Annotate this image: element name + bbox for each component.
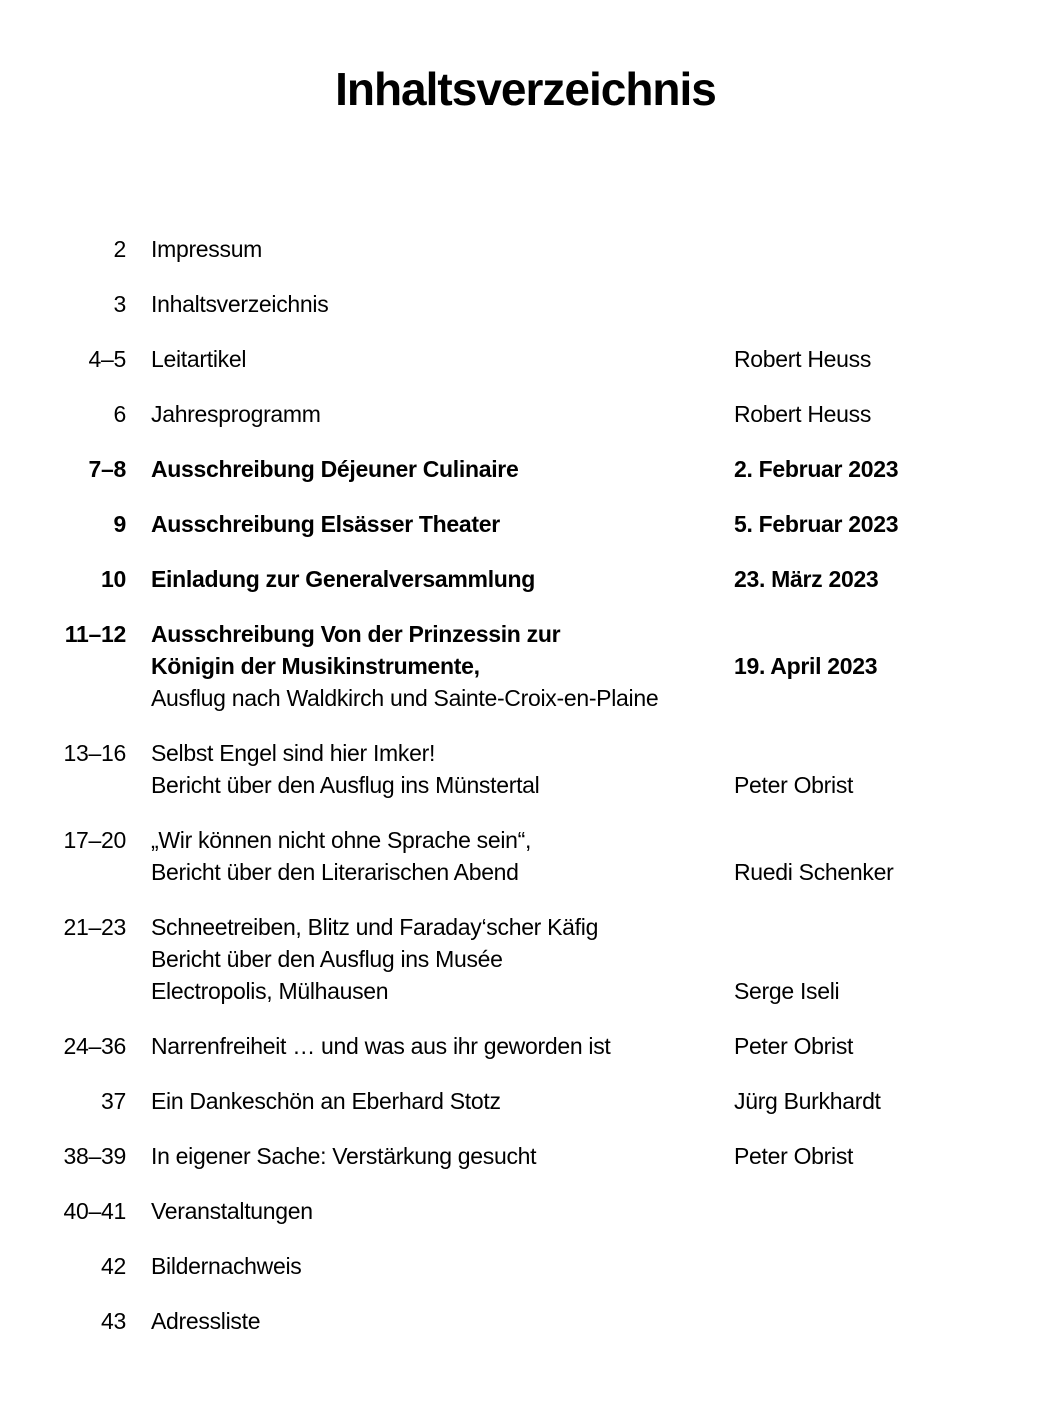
toc-entry-title (151, 398, 709, 430)
toc-page-numbers: 21–23 (63, 914, 126, 940)
toc-row-veranstaltungen (0, 1195, 1051, 1227)
toc-title-line: Ein Dankeschön an Eberhard Stotz (151, 1088, 501, 1114)
toc-title-line: Leitartikel (151, 346, 247, 372)
toc-entry-title (151, 508, 709, 540)
toc-row-bildernachweis (0, 1250, 1051, 1282)
toc-entry-title (151, 618, 709, 714)
toc-entry-author (734, 1250, 1051, 1282)
toc-entry-title (151, 737, 709, 801)
toc-entry-title (151, 563, 709, 595)
toc-entry-title (151, 288, 709, 320)
toc-row-dankeschoen-stotz (0, 1085, 1051, 1117)
toc-entry-title (151, 1305, 709, 1337)
toc-entry-author: Peter Obrist (734, 1143, 854, 1169)
toc-title-line: Bildernachweis (151, 1253, 302, 1279)
toc-title-subline: Ausflug nach Waldkirch und Sainte-Croix-en-Plaine (151, 685, 659, 711)
toc-page-numbers: 4–5 (88, 346, 126, 372)
toc-entry-author: Serge Iseli (734, 978, 840, 1004)
toc-entry-title (151, 453, 709, 485)
toc-row-sprache-sein (0, 824, 1051, 888)
toc-row-adressliste (0, 1305, 1051, 1337)
toc-row-impressum (0, 233, 1051, 265)
toc-entry-author: Ruedi Schenker (734, 859, 894, 885)
toc-title-line: Ausschreibung Elsässer Theater (151, 511, 500, 537)
toc-title-line: Veranstaltungen (151, 1198, 313, 1224)
toc-title-line: Jahresprogramm (151, 401, 321, 427)
page-title: Inhaltsverzeichnis (335, 63, 716, 115)
toc-entry-date: 19. April 2023 (734, 653, 878, 679)
toc-title-line: Selbst Engel sind hier Imker! (151, 740, 436, 766)
toc-row-schneetreiben (0, 911, 1051, 1007)
toc-title-line: Einladung zur Generalversammlung (151, 566, 536, 592)
toc-page-numbers: 6 (113, 401, 126, 427)
toc-row-inhaltsverzeichnis (0, 288, 1051, 320)
toc-page-numbers: 7–8 (88, 456, 126, 482)
toc-title-line: Ausschreibung Von der Prinzessin zur (151, 621, 561, 647)
toc-title-line: Impressum (151, 236, 263, 262)
toc-page-numbers: 2 (113, 236, 126, 262)
toc-row-jahresprogramm (0, 398, 1051, 430)
toc-entry-author (734, 233, 1051, 265)
toc-entry-date: 23. März 2023 (734, 566, 879, 592)
toc-row-elsaesser-theater (0, 508, 1051, 540)
toc-entry-title (151, 343, 709, 375)
toc-entry-title (151, 1195, 709, 1227)
toc-entry-title (151, 1085, 709, 1117)
toc-title-line: Königin der Musikinstrumente, (151, 653, 480, 679)
toc-page-numbers: 13–16 (63, 740, 126, 766)
toc-entry-author (734, 288, 1051, 320)
toc-entry-author: Robert Heuss (734, 401, 872, 427)
toc-title-line: In eigener Sache: Verstärkung gesucht (151, 1143, 537, 1169)
toc-row-dejeuner-culinaire (0, 453, 1051, 485)
toc-entry-title (151, 233, 709, 265)
toc-title-line: Inhaltsverzeichnis (151, 291, 329, 317)
toc-page-numbers: 38–39 (63, 1143, 126, 1169)
toc-title-line: Adressliste (151, 1308, 261, 1334)
toc-entry-author: Peter Obrist (734, 772, 854, 798)
toc-row-leitartikel (0, 343, 1051, 375)
toc-title-line: Narrenfreiheit … und was aus ihr geworden ist (151, 1033, 611, 1059)
toc-page-numbers: 11–12 (64, 621, 126, 647)
toc-entry-title (151, 1030, 709, 1062)
toc-page-numbers: 43 (101, 1308, 126, 1334)
toc-title-subline: Bericht über den Ausflug ins Musée (151, 946, 503, 972)
toc-entry-author (734, 1305, 1051, 1337)
toc-title-subline: Electropolis, Mülhausen (151, 978, 389, 1004)
toc-page-numbers: 42 (101, 1253, 126, 1279)
toc-entry-title (151, 911, 709, 1007)
toc-title-line: „Wir können nicht ohne Sprache sein“, (151, 827, 532, 853)
toc-entry-title (151, 824, 709, 888)
toc-page-numbers: 3 (113, 291, 126, 317)
toc-entry-author: Peter Obrist (734, 1033, 854, 1059)
toc-entry-author: Jürg Burkhardt (734, 1088, 881, 1114)
toc-list (0, 233, 1051, 1360)
toc-page-numbers: 37 (101, 1088, 126, 1114)
toc-entry-author: Robert Heuss (734, 346, 872, 372)
toc-row-verstaerkung-gesucht (0, 1140, 1051, 1172)
toc-entry-title (151, 1140, 709, 1172)
toc-entry-author (734, 1195, 1051, 1227)
toc-page-numbers: 10 (101, 566, 126, 592)
toc-entry-title (151, 1250, 709, 1282)
toc-row-prinzessin-koenigin (0, 618, 1051, 714)
toc-title-line: Schneetreiben, Blitz und Faraday‘scher Käfig (151, 914, 599, 940)
toc-title-subline: Bericht über den Ausflug ins Münstertal (151, 772, 540, 798)
toc-page-numbers: 24–36 (63, 1033, 126, 1059)
toc-title-line: Ausschreibung Déjeuner Culinaire (151, 456, 519, 482)
toc-row-generalversammlung (0, 563, 1051, 595)
toc-page-numbers: 40–41 (63, 1198, 126, 1224)
toc-row-narrenfreiheit (0, 1030, 1051, 1062)
toc-row-engel-imker (0, 737, 1051, 801)
toc-page-numbers: 17–20 (63, 827, 126, 853)
toc-entry-date: 5. Februar 2023 (734, 511, 899, 537)
toc-page-numbers: 9 (113, 511, 126, 537)
toc-entry-date: 2. Februar 2023 (734, 456, 899, 482)
toc-title-subline: Bericht über den Literarischen Abend (151, 859, 519, 885)
